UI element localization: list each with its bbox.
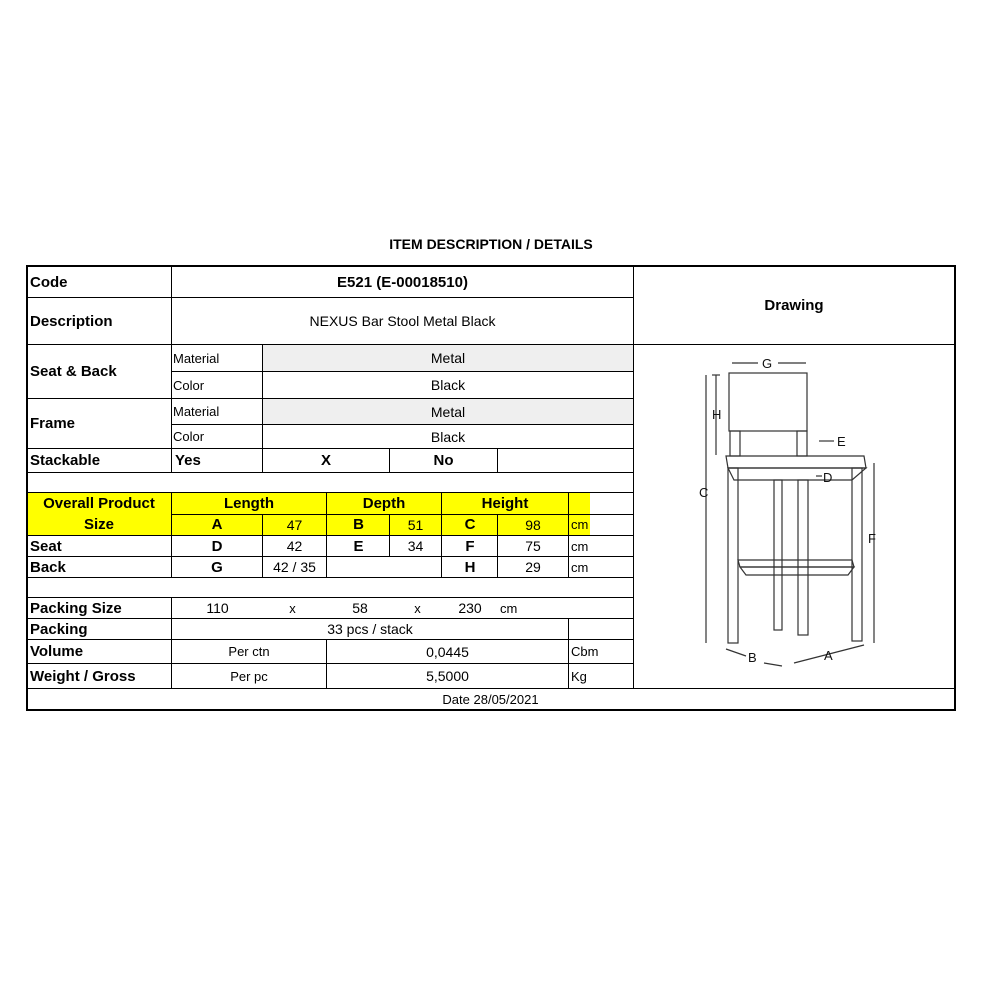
rule bbox=[262, 514, 263, 577]
seat-back-material-label: Material bbox=[173, 350, 220, 366]
dim-c-value: 98 bbox=[525, 516, 541, 533]
dim-a-letter: A bbox=[211, 516, 223, 533]
drawing-letter-b: B bbox=[748, 650, 757, 665]
overall-unit: cm bbox=[571, 517, 589, 532]
rule bbox=[27, 618, 633, 619]
rule bbox=[171, 266, 172, 472]
rule bbox=[27, 639, 633, 640]
packing-size-label: Packing Size bbox=[30, 599, 122, 617]
rule bbox=[27, 297, 633, 298]
rule bbox=[171, 597, 172, 688]
dim-f-letter: F bbox=[465, 537, 475, 555]
packing-size-unit: cm bbox=[500, 600, 518, 616]
date-stamp: Date 28/05/2021 bbox=[442, 691, 539, 707]
weight-unit: Kg bbox=[571, 668, 587, 684]
dim-b-value: 51 bbox=[407, 516, 424, 533]
rule bbox=[27, 472, 633, 473]
frame-material: Metal bbox=[430, 403, 466, 420]
drawing-label: Drawing bbox=[764, 296, 824, 314]
border-right bbox=[954, 265, 956, 711]
rule bbox=[389, 514, 390, 556]
back-unit: cm bbox=[571, 559, 589, 575]
dim-g-letter: G bbox=[211, 558, 223, 576]
rule bbox=[27, 535, 633, 536]
rule bbox=[326, 639, 327, 688]
overall-size-line1: Overall Product bbox=[43, 495, 155, 512]
rule bbox=[27, 577, 633, 578]
dim-b-letter: B bbox=[353, 516, 364, 533]
packing-size-length: 110 bbox=[206, 600, 229, 616]
back-label: Back bbox=[30, 558, 66, 576]
rule bbox=[27, 597, 633, 598]
border-top bbox=[26, 265, 956, 267]
drawing-letter-a: A bbox=[824, 648, 833, 663]
volume-value: 0,0445 bbox=[426, 643, 469, 660]
seat-back-color: Black bbox=[430, 377, 466, 393]
page-title: ITEM DESCRIPTION / DETAILS bbox=[389, 236, 593, 252]
rule bbox=[27, 448, 633, 449]
border-left bbox=[26, 265, 28, 711]
rule bbox=[326, 492, 327, 577]
stackable-label: Stackable bbox=[30, 452, 101, 469]
packing-value: 33 pcs / stack bbox=[327, 621, 413, 637]
rule bbox=[171, 514, 633, 515]
code-label: Code bbox=[30, 273, 68, 291]
description-value: NEXUS Bar Stool Metal Black bbox=[309, 313, 496, 329]
weight-value: 5,5000 bbox=[426, 668, 469, 684]
seat-back-material: Metal bbox=[430, 350, 466, 366]
rule bbox=[27, 398, 633, 399]
rule bbox=[27, 663, 633, 664]
dim-a-value: 47 bbox=[286, 516, 303, 533]
drawing-letter-c: C bbox=[699, 485, 709, 500]
dim-c-letter: C bbox=[464, 516, 476, 533]
rule bbox=[171, 492, 172, 577]
seat-unit: cm bbox=[571, 538, 589, 554]
drawing-letter-h: H bbox=[712, 407, 722, 422]
rule bbox=[27, 556, 633, 557]
dim-f-value: 75 bbox=[525, 538, 541, 554]
rule bbox=[27, 688, 954, 689]
volume-label: Volume bbox=[30, 643, 84, 660]
seat-back-color-label: Color bbox=[173, 377, 205, 393]
weight-per: Per pc bbox=[230, 668, 268, 684]
rule bbox=[568, 618, 569, 688]
drawing-letter-d: D bbox=[823, 470, 833, 485]
drawing-letter-f: F bbox=[868, 531, 876, 546]
frame-color-label: Color bbox=[173, 429, 205, 444]
depth-header: Depth bbox=[362, 495, 406, 512]
stackable-mark: X bbox=[320, 452, 331, 469]
rule bbox=[568, 492, 569, 577]
height-header: Height bbox=[481, 495, 529, 512]
code-value: E521 (E-00018510) bbox=[337, 273, 468, 291]
rule bbox=[497, 514, 498, 577]
packing-size-height: 230 bbox=[458, 600, 482, 616]
bar-stool-drawing bbox=[634, 345, 954, 688]
frame-label: Frame bbox=[30, 415, 76, 432]
weight-label: Weight / Gross bbox=[30, 667, 136, 685]
rule bbox=[171, 371, 633, 372]
rule bbox=[171, 424, 633, 425]
volume-per: Per ctn bbox=[228, 644, 270, 659]
stackable-no: No bbox=[433, 452, 454, 469]
dim-h-value: 29 bbox=[525, 559, 541, 575]
seat-label: Seat bbox=[30, 537, 62, 555]
dim-e-value: 34 bbox=[407, 538, 424, 554]
rule bbox=[441, 492, 442, 577]
packing-label: Packing bbox=[30, 620, 88, 638]
dim-e-letter: E bbox=[353, 537, 364, 555]
rule bbox=[27, 492, 633, 493]
dim-h-letter: H bbox=[464, 558, 476, 576]
overall-size-line2: Size bbox=[83, 516, 114, 533]
rule bbox=[262, 344, 263, 472]
dim-g-value: 42 / 35 bbox=[273, 559, 316, 575]
description-label: Description bbox=[30, 312, 113, 330]
stackable-yes: Yes bbox=[175, 452, 201, 469]
dim-d-value: 42 bbox=[286, 538, 303, 554]
rule bbox=[389, 448, 390, 472]
length-header: Length bbox=[224, 495, 274, 512]
packing-size-times-1: x bbox=[289, 600, 296, 616]
drawing-letter-g: G bbox=[762, 356, 773, 371]
frame-material-label: Material bbox=[173, 404, 220, 419]
border-bottom bbox=[26, 709, 956, 711]
packing-size-width: 58 bbox=[352, 600, 368, 616]
frame-color: Black bbox=[430, 428, 466, 445]
dim-d-letter: D bbox=[211, 537, 223, 555]
rule bbox=[497, 448, 498, 472]
volume-unit: Cbm bbox=[571, 644, 599, 659]
packing-size-times-2: x bbox=[414, 600, 421, 616]
seat-back-label: Seat & Back bbox=[30, 363, 117, 380]
drawing-letter-e: E bbox=[837, 434, 846, 449]
